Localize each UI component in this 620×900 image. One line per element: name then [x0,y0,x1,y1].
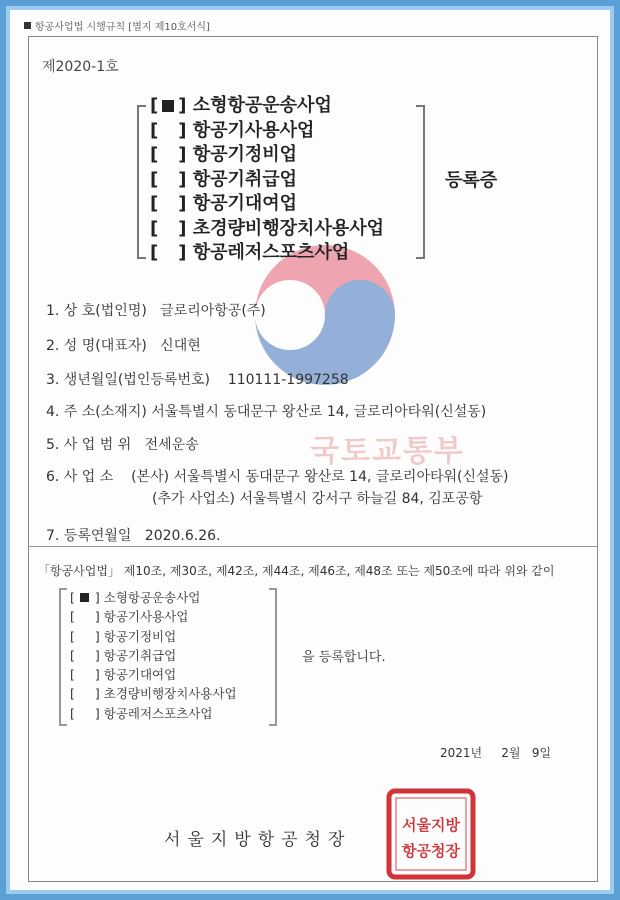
right-bracket [414,104,428,260]
business-type-item-small: [ ] 항공기사용사업 [70,609,189,625]
issue-date: 2021년 2월 9일 [440,746,552,760]
ministry-watermark: 국토교통부 [310,434,465,469]
registration-statement: 을 등록합니다. [302,650,386,665]
small-right-bracket [268,588,278,726]
business-type-item-small: [ ] 항공기정비업 [70,628,177,644]
registration-number: 제2020-1호 [42,59,119,75]
business-type-item: [ ] 항공기대여업 [150,193,298,214]
left-bracket [134,104,148,260]
business-type-item-small: [ ] 항공기취급업 [70,647,177,663]
filled-checkbox-icon [80,593,89,602]
issuer-name: 서울지방항공청장 [164,830,352,850]
form-header-text: 항공사업법 시행규칙 [별지 제10호서식] [35,22,210,33]
field-address: 4. 주 소(소재지) 서울특별시 동대문구 왕산로 14, 글로리아타워(신설동) [46,404,487,420]
business-type-item: [ ] 항공기사용사업 [150,119,315,141]
business-type-item: [ ] 소형항공운송사업 [150,95,332,116]
business-type-item-small: [ ] 소형항공운송사업 [70,590,201,605]
field-representative: 2. 성 명(대표자) 신대현 [46,338,201,354]
section-divider [28,546,598,547]
certificate-title: 등록증 [445,170,498,191]
form-header [24,18,210,33]
legal-basis-text: 「항공사업법」 제10조, 제30조, 제42조, 제44조, 제46조, 제48조 또는 제50조에 따라 위와 같이 [38,564,555,578]
field-registration-date: 7. 등록연월일 2020.6.26. [46,528,221,544]
official-seal-icon [386,788,476,880]
business-type-list [150,94,384,266]
small-left-bracket [58,588,68,726]
svg-text:서울지방: 서울지방 [402,816,460,834]
business-type-item: [ ] 항공레저스포츠사업 [150,242,350,263]
business-type-item-small: [ ] 초경량비행장치사용사업 [70,686,237,702]
business-type-list-small [70,588,237,723]
certificate-page [10,10,610,890]
svg-text:항공청장: 항공청장 [402,842,460,860]
business-type-item: [ ] 항공기취급업 [150,168,298,190]
business-type-item-small: [ ] 항공레저스포츠사업 [70,705,213,721]
business-type-item-small: [ ] 항공기대여업 [70,667,177,683]
field-additional-office: (추가 사업소) 서울특별시 강서구 하늘길 84, 김포공항 [152,491,483,507]
square-bullet-icon [24,22,31,29]
field-business-office: 6. 사 업 소 (본사) 서울특별시 동대문구 왕산로 14, 글로리아타워(신설동) [46,469,509,485]
field-business-scope: 5. 사 업 범 위 전세운송 [46,437,199,453]
business-type-item: [ ] 항공기정비업 [150,144,298,165]
filled-checkbox-icon [162,100,174,112]
field-registration-number: 3. 생년월일(법인등록번호) 110111-1997258 [46,372,349,388]
field-company-name: 1. 상 호(법인명) 글로리아항공(주) [46,303,266,319]
document-frame [6,6,614,894]
business-type-item: [ ] 초경량비행장치사용사업 [150,217,385,239]
